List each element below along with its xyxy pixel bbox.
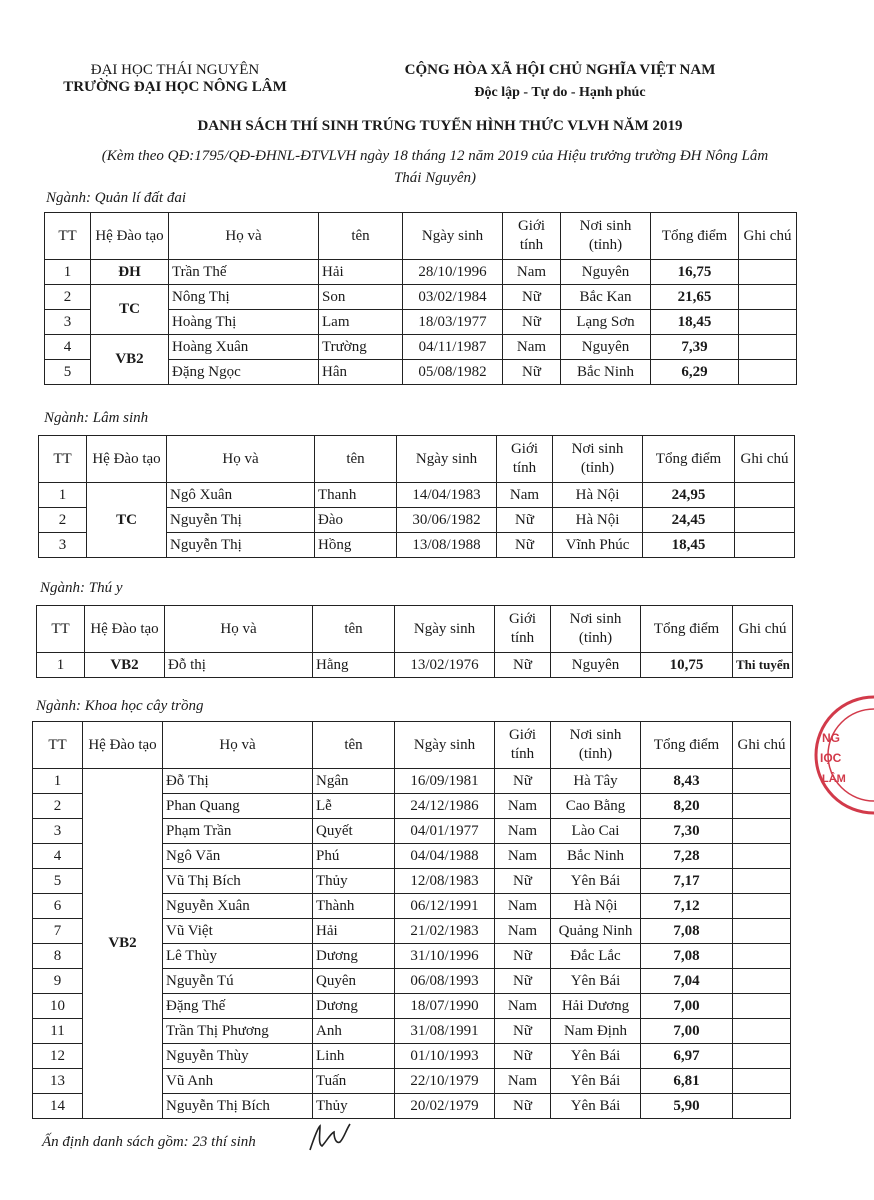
col-header-ngay-sinh: Ngày sinh [395,722,495,769]
family-name: Nguyễn Thị Bích [163,1094,313,1119]
university-name: ĐẠI HỌC THÁI NGUYÊN [90,62,260,78]
col-header-ten: tên [315,436,397,483]
birthplace: Bắc Ninh [561,360,651,385]
document-subtitle: (Kèm theo QĐ:1795/QĐ-ĐHNL-ĐTVLVH ngày 18 tháng 12 năm 2019 của Hiệu trưởng trường ĐH Nông Lâm Thái Nguyên) [101,148,769,186]
given-name: Hằng [313,653,395,678]
given-name: Hồng [315,533,397,558]
birth-date: 06/08/1993 [395,969,495,994]
birth-date: 18/07/1990 [395,994,495,1019]
birth-date: 05/08/1982 [403,360,503,385]
row-number: 3 [33,819,83,844]
school-name: TRƯỜNG ĐẠI HỌC NÔNG LÂM [63,79,287,95]
birthplace: Hải Dương [551,994,641,1019]
birthplace: Bắc Kan [561,285,651,310]
family-name: Vũ Việt [163,919,313,944]
birth-date: 21/02/1983 [395,919,495,944]
family-name: Đỗ Thị [163,769,313,794]
col-header-ngay-sinh: Ngày sinh [403,213,503,260]
col-header-tt: TT [37,606,85,653]
row-number: 5 [33,869,83,894]
row-number: 11 [33,1019,83,1044]
training-type: VB2 [91,335,169,385]
birthplace: Nam Định [551,1019,641,1044]
family-name: Hoàng Xuân [169,335,319,360]
birthplace: Đắc Lắc [551,944,641,969]
table-row [45,285,797,310]
col-header-ngay-sinh: Ngày sinh [395,606,495,653]
total-score: 7,30 [641,819,733,844]
national-header [380,62,740,101]
birth-date: 24/12/1986 [395,794,495,819]
birthplace: Nguyên [551,653,641,678]
total-score: 21,65 [651,285,739,310]
student-table [44,212,797,385]
table-row [37,653,793,678]
note: Thi tuyển [733,653,793,678]
gender: Nữ [497,508,553,533]
given-name: Lễ [313,794,395,819]
total-score: 18,45 [651,310,739,335]
given-name: Đào [315,508,397,533]
birth-date: 06/12/1991 [395,894,495,919]
family-name: Ngô Văn [163,844,313,869]
row-number: 5 [45,360,91,385]
note [733,819,791,844]
svg-text:LÂM: LÂM [822,773,846,785]
total-score: 7,28 [641,844,733,869]
table-row [45,335,797,360]
total-score: 7,12 [641,894,733,919]
gender: Nam [495,994,551,1019]
total-score: 6,29 [651,360,739,385]
total-score: 6,81 [641,1069,733,1094]
family-name: Hoàng Thị [169,310,319,335]
svg-text:IỌC: IỌC [820,751,842,765]
row-number: 13 [33,1069,83,1094]
gender: Nam [495,894,551,919]
given-name: Thủy [313,869,395,894]
birth-date: 22/10/1979 [395,1069,495,1094]
candidate-count-note: Ấn định danh sách gồm: 23 thí sinh [42,1134,256,1150]
gender: Nữ [495,653,551,678]
gender: Nữ [495,969,551,994]
note [733,1019,791,1044]
total-score: 7,00 [641,1019,733,1044]
note [733,844,791,869]
given-name: Quyết [313,819,395,844]
col-header-he-dao-tao: Hệ Đào tạo [91,213,169,260]
given-name: Hải [313,919,395,944]
total-score: 24,45 [643,508,735,533]
national-motto: Độc lập - Tự do - Hạnh phúc [474,85,646,100]
col-header-ho-va: Họ và [163,722,313,769]
col-header-tt: TT [33,722,83,769]
col-header-ten: tên [313,722,395,769]
student-table [32,721,791,1119]
family-name: Nguyễn Thị [167,508,315,533]
birth-date: 18/03/1977 [403,310,503,335]
birth-date: 31/10/1996 [395,944,495,969]
birth-date: 01/10/1993 [395,1044,495,1069]
row-number: 2 [45,285,91,310]
given-name: Tuấn [313,1069,395,1094]
given-name: Trường [319,335,403,360]
gender: Nam [495,794,551,819]
col-header-tong-diem: Tổng điểm [651,213,739,260]
col-header-ngay-sinh: Ngày sinh [397,436,497,483]
note [735,533,795,558]
note [739,360,797,385]
birth-date: 13/08/1988 [397,533,497,558]
col-header-tong-diem: Tổng điểm [643,436,735,483]
col-header-gioi-tinh: Giới tính [497,436,553,483]
col-header-ghi-chu: Ghi chú [733,722,791,769]
birth-date: 04/11/1987 [403,335,503,360]
family-name: Ngô Xuân [167,483,315,508]
gender: Nam [495,919,551,944]
gender: Nữ [503,310,561,335]
birthplace: Yên Bái [551,869,641,894]
note [735,508,795,533]
col-header-ghi-chu: Ghi chú [739,213,797,260]
gender: Nam [503,335,561,360]
family-name: Nguyễn Xuân [163,894,313,919]
student-table [36,605,793,678]
row-number: 2 [33,794,83,819]
given-name: Ngân [313,769,395,794]
col-header-ho-va: Họ và [165,606,313,653]
birthplace: Nguyên [561,335,651,360]
family-name: Vũ Thị Bích [163,869,313,894]
col-header-ho-va: Họ và [167,436,315,483]
birth-date: 31/08/1991 [395,1019,495,1044]
family-name: Nguyễn Thùy [163,1044,313,1069]
row-number: 3 [39,533,87,558]
note [739,285,797,310]
family-name: Phạm Trần [163,819,313,844]
row-number: 1 [39,483,87,508]
birthplace: Vĩnh Phúc [553,533,643,558]
col-header-tt: TT [45,213,91,260]
given-name: Dương [313,944,395,969]
gender: Nữ [495,1094,551,1119]
given-name: Thủy [313,1094,395,1119]
note [733,969,791,994]
note [733,1094,791,1119]
major-title: Ngành: Khoa học cây trồng [36,698,204,714]
gender: Nam [495,819,551,844]
total-score: 8,20 [641,794,733,819]
row-number: 9 [33,969,83,994]
institution-header [50,62,300,96]
row-number: 7 [33,919,83,944]
total-score: 7,08 [641,944,733,969]
row-number: 4 [33,844,83,869]
col-header-tt: TT [39,436,87,483]
birth-date: 04/01/1977 [395,819,495,844]
row-number: 6 [33,894,83,919]
total-score: 7,17 [641,869,733,894]
col-header-noi-sinh: Nơi sinh (tỉnh) [553,436,643,483]
family-name: Nguyễn Thị [167,533,315,558]
row-number: 4 [45,335,91,360]
family-name: Phan Quang [163,794,313,819]
col-header-he-dao-tao: Hệ Đào tạo [83,722,163,769]
col-header-gioi-tinh: Giới tính [495,722,551,769]
given-name: Phú [313,844,395,869]
col-header-he-dao-tao: Hệ Đào tạo [85,606,165,653]
given-name: Thành [313,894,395,919]
birthplace: Cao Bằng [551,794,641,819]
given-name: Lam [319,310,403,335]
birth-date: 04/04/1988 [395,844,495,869]
total-score: 24,95 [643,483,735,508]
birthplace: Hà Nội [553,483,643,508]
training-type: VB2 [85,653,165,678]
given-name: Quyên [313,969,395,994]
col-header-gioi-tinh: Giới tính [503,213,561,260]
total-score: 16,75 [651,260,739,285]
note [739,335,797,360]
birthplace: Hà Nội [551,894,641,919]
row-number: 3 [45,310,91,335]
birthplace: Yên Bái [551,1094,641,1119]
student-table [38,435,795,558]
gender: Nam [497,483,553,508]
total-score: 5,90 [641,1094,733,1119]
major-title: Ngành: Lâm sinh [44,410,149,426]
birthplace: Hà Tây [551,769,641,794]
family-name: Đặng Thế [163,994,313,1019]
note [733,944,791,969]
family-name: Vũ Anh [163,1069,313,1094]
gender: Nữ [495,944,551,969]
table-row [33,769,791,794]
family-name: Trần Thế [169,260,319,285]
col-header-tong-diem: Tổng điểm [641,722,733,769]
row-number: 1 [33,769,83,794]
row-number: 14 [33,1094,83,1119]
family-name: Nguyễn Tú [163,969,313,994]
svg-text:NG: NG [822,731,840,745]
note [733,994,791,1019]
birth-date: 16/09/1981 [395,769,495,794]
row-number: 8 [33,944,83,969]
given-name: Linh [313,1044,395,1069]
row-number: 10 [33,994,83,1019]
training-type: VB2 [83,769,163,1119]
col-header-ten: tên [319,213,403,260]
col-header-ghi-chu: Ghi chú [735,436,795,483]
note [733,1069,791,1094]
training-type: TC [91,285,169,335]
birthplace: Lạng Sơn [561,310,651,335]
birth-date: 14/04/1983 [397,483,497,508]
note [733,919,791,944]
col-header-tong-diem: Tổng điểm [641,606,733,653]
col-header-he-dao-tao: Hệ Đào tạo [87,436,167,483]
birth-date: 13/02/1976 [395,653,495,678]
major-title: Ngành: Thú y [40,580,123,596]
col-header-noi-sinh: Nơi sinh (tỉnh) [551,606,641,653]
total-score: 7,04 [641,969,733,994]
gender: Nữ [497,533,553,558]
birthplace: Bắc Ninh [551,844,641,869]
family-name: Đặng Ngọc [169,360,319,385]
gender: Nữ [495,1044,551,1069]
gender: Nữ [503,360,561,385]
row-number: 12 [33,1044,83,1069]
note [739,310,797,335]
given-name: Son [319,285,403,310]
gender: Nữ [503,285,561,310]
signature [306,1120,352,1161]
birth-date: 28/10/1996 [403,260,503,285]
gender: Nam [503,260,561,285]
gender: Nam [495,844,551,869]
birthplace: Nguyên [561,260,651,285]
total-score: 18,45 [643,533,735,558]
birthplace: Yên Bái [551,1044,641,1069]
family-name: Nông Thị [169,285,319,310]
col-header-ho-va: Họ và [169,213,319,260]
gender: Nữ [495,769,551,794]
note [733,769,791,794]
birth-date: 12/08/1983 [395,869,495,894]
given-name: Hải [319,260,403,285]
col-header-gioi-tinh: Giới tính [495,606,551,653]
birth-date: 30/06/1982 [397,508,497,533]
stamp [814,690,874,825]
birthplace: Lào Cai [551,819,641,844]
total-score: 7,00 [641,994,733,1019]
family-name: Đỗ thị [165,653,313,678]
note [739,260,797,285]
given-name: Anh [313,1019,395,1044]
col-header-noi-sinh: Nơi sinh (tỉnh) [561,213,651,260]
table-row [39,483,795,508]
major-title: Ngành: Quản lí đất đai [46,190,187,206]
given-name: Hân [319,360,403,385]
note [733,869,791,894]
col-header-ten: tên [313,606,395,653]
note [733,794,791,819]
col-header-ghi-chu: Ghi chú [733,606,793,653]
note [735,483,795,508]
given-name: Thanh [315,483,397,508]
training-type: ĐH [91,260,169,285]
total-score: 7,39 [651,335,739,360]
birthplace: Hà Nội [553,508,643,533]
total-score: 6,97 [641,1044,733,1069]
total-score: 10,75 [641,653,733,678]
family-name: Lê Thùy [163,944,313,969]
family-name: Trần Thị Phương [163,1019,313,1044]
birthplace: Yên Bái [551,969,641,994]
row-number: 1 [45,260,91,285]
birth-date: 20/02/1979 [395,1094,495,1119]
row-number: 2 [39,508,87,533]
document-title: DANH SÁCH THÍ SINH TRÚNG TUYỂN HÌNH THỨC VLVH NĂM 2019 [197,118,683,134]
given-name: Dương [313,994,395,1019]
gender: Nam [495,1069,551,1094]
note [733,1044,791,1069]
birthplace: Yên Bái [551,1069,641,1094]
birth-date: 03/02/1984 [403,285,503,310]
country-name: CỘNG HÒA XÃ HỘI CHỦ NGHĨA VIỆT NAM [404,62,716,78]
birthplace: Quảng Ninh [551,919,641,944]
gender: Nữ [495,1019,551,1044]
total-score: 8,43 [641,769,733,794]
note [733,894,791,919]
training-type: TC [87,483,167,558]
table-row [45,260,797,285]
row-number: 1 [37,653,85,678]
col-header-noi-sinh: Nơi sinh (tỉnh) [551,722,641,769]
total-score: 7,08 [641,919,733,944]
gender: Nữ [495,869,551,894]
